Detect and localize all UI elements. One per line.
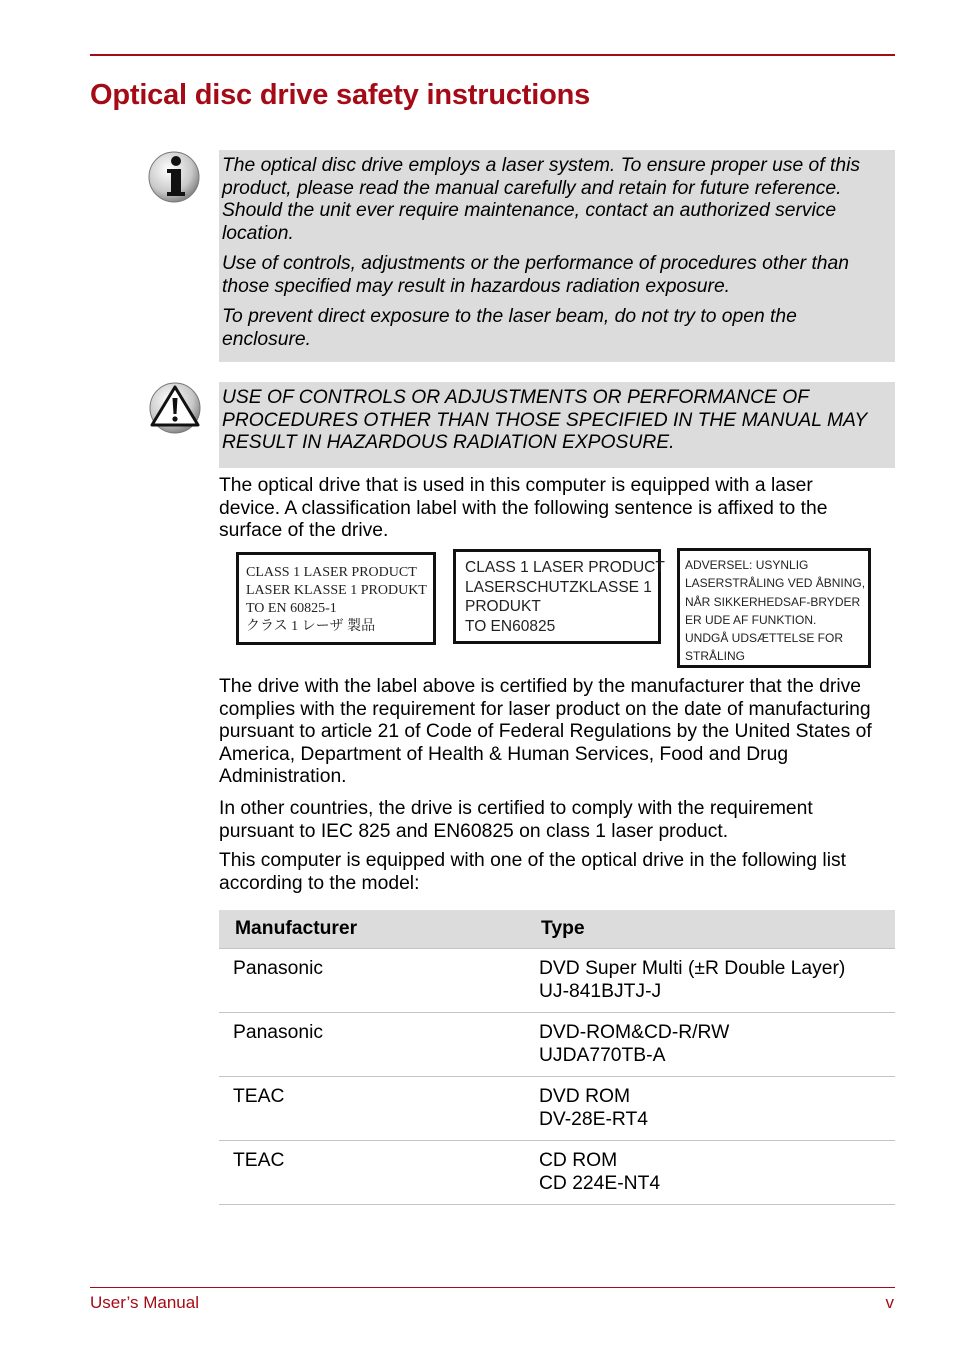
laser-label-line: LASER KLASSE 1 PRODUKT [246, 583, 427, 598]
table-header-row [219, 910, 895, 949]
drive-list-paragraph: This computer is equipped with one of the optical drive in the following list according to the model: [219, 850, 846, 894]
laser-label-line: LASERSTRÅLING VED ÅBNING, [685, 576, 866, 591]
manufacturer-cell: Panasonic [219, 949, 525, 1013]
table-row [219, 949, 895, 1013]
type-cell [525, 1013, 895, 1077]
laser-label-1 [236, 552, 436, 645]
type-cell [525, 949, 895, 1013]
page-title: Optical disc drive safety instructions [90, 79, 591, 111]
other-countries-paragraph: In other countries, the drive is certified to comply with the requirement pursuant to IEC 825 and EN60825 on class 1 laser product. [219, 798, 813, 842]
footer-manual-title: User’s Manual [90, 1293, 199, 1312]
type-name: CD ROM [539, 1150, 618, 1171]
info-note-paragraph: Use of controls, adjustments or the performance of procedures other than those specified may result in hazardous radiation exposure. [222, 253, 849, 297]
laser-label-line: LASERSCHUTZKLASSE 1 [465, 578, 652, 596]
table-row [219, 1013, 895, 1077]
type-name: DVD ROM [539, 1086, 631, 1107]
drive-table [219, 910, 895, 1205]
laser-label-line: PRODUKT [465, 598, 541, 615]
laser-label-line: UNDGÅ UDSÆTTELSE FOR [685, 631, 844, 646]
type-cell [525, 1077, 895, 1141]
laser-label-line: STRÅLING [685, 649, 746, 664]
column-header-manufacturer: Manufacturer [219, 910, 525, 949]
laser-label-line: TO EN 60825-1 [246, 601, 337, 616]
type-name: DVD Super Multi (±R Double Layer) [539, 958, 846, 979]
laser-label-line: CLASS 1 LASER PRODUCT [246, 565, 417, 580]
type-name: DVD-ROM&CD-R/RW [539, 1022, 730, 1043]
header-rule [90, 54, 895, 56]
type-model: UJ-841BJTJ-J [539, 980, 662, 1002]
type-model: DV-28E-RT4 [539, 1108, 648, 1130]
certification-paragraph: The drive with the label above is certified by the manufacturer that the drive complies with the requirement for laser product on the date of manufacturing pursuant to article 21 of Code of Federal Regulations by the United States of America, Department of Health & Human Services, Food and Drug Administration. [219, 676, 872, 787]
intro-paragraph: The optical drive that is used in this computer is equipped with a laser device. A classification label with the following sentence is affixed to the surface of the drive. [219, 475, 828, 541]
info-note-paragraph: To prevent direct exposure to the laser beam, do not try to open the enclosure. [222, 306, 797, 350]
type-cell [525, 1141, 895, 1205]
manufacturer-cell: Panasonic [219, 1013, 525, 1077]
laser-label-3 [677, 548, 871, 668]
type-model: UJDA770TB-A [539, 1044, 666, 1066]
laser-label-line: ADVERSEL: USYNLIG [685, 558, 809, 572]
info-note [219, 150, 895, 362]
laser-label-line: ER UDE AF FUNKTION. [685, 612, 817, 627]
manufacturer-cell: TEAC [219, 1077, 525, 1141]
laser-label-2 [453, 549, 665, 644]
info-note-paragraph: The optical disc drive employs a laser system. To ensure proper use of this product, please read the manual carefully and retain for future reference. Should the unit ever require maintenance, contact an authorized service location. [222, 155, 861, 244]
footer-page-number: v [885, 1293, 894, 1312]
laser-label-line: NÅR SIKKERHEDSAF-BRYDER [685, 594, 861, 609]
table-row [219, 1141, 895, 1205]
warning-note [219, 382, 895, 468]
type-model: CD 224E-NT4 [539, 1172, 661, 1194]
manufacturer-cell: TEAC [219, 1141, 525, 1205]
warning-note-text: USE OF CONTROLS OR ADJUSTMENTS OR PERFORMANCE OF PROCEDURES OTHER THAN THOSE SPECIFIED IN THE MANUAL MAY RESULT IN HAZARDOUS RADIATION EXPOSURE. [222, 387, 867, 453]
footer-rule [90, 1287, 895, 1288]
info-icon [147, 150, 201, 204]
column-header-type: Type [525, 910, 895, 949]
laser-label-line: CLASS 1 LASER PRODUCT [465, 559, 665, 576]
laser-label-line: TO EN60825 [465, 617, 556, 635]
table-row [219, 1077, 895, 1141]
warning-icon [148, 381, 202, 435]
laser-label-line: クラス 1 レーザ 製品 [246, 619, 376, 634]
